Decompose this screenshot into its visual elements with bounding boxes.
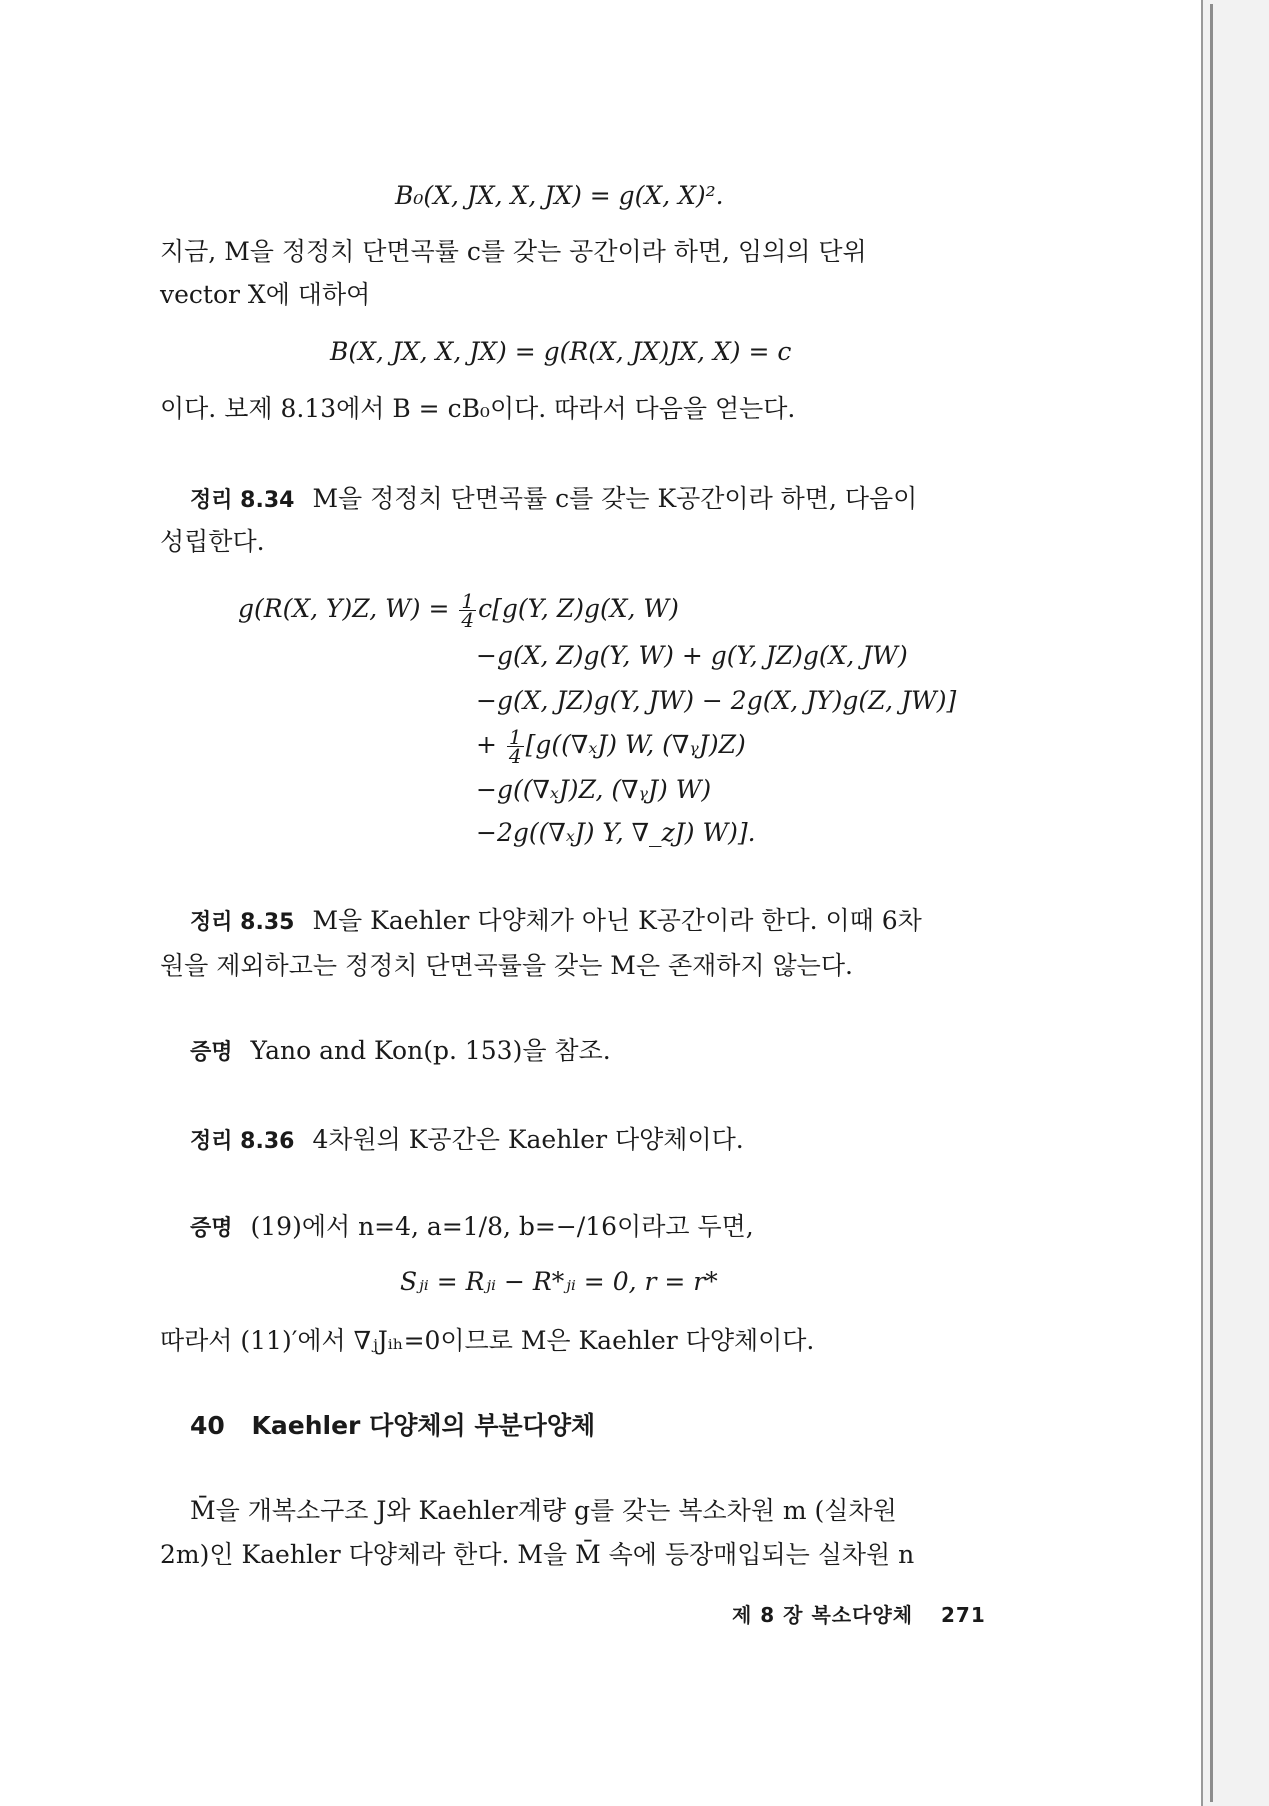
equation-curvature-line6: −2g((∇ₓJ) Y, ∇_zJ) W)]. [476,818,756,847]
fraction-denominator: 4 [461,608,475,632]
theorem-8-36 [190,1124,744,1158]
theorem-text: M을 정정치 단면곡률 c를 갖는 K공간이라 하면, 다음이 [312,484,918,513]
section-heading [190,1410,595,1442]
theorem-label: 정리 8.35 [190,910,295,935]
equation-s: Sⱼᵢ = Rⱼᵢ − R*ⱼᵢ = 0, r = r* [400,1267,718,1296]
theorem-8-34-line2: 성립한다. [160,527,265,556]
page-footer [732,1599,986,1631]
theorem-text: 4차원의 K공간은 Kaehler 다양체이다. [312,1125,744,1154]
page-number: 271 [941,1603,986,1627]
theorem-label: 정리 8.34 [190,488,295,513]
equation-curvature-line3: −g(X, JZ)g(Y, JW) − 2g(X, JY)g(Z, JW)] [476,686,957,715]
equation-b0: B₀(X, JX, X, JX) = g(X, X)². [395,181,724,210]
fraction-numerator: 1 [461,589,475,613]
paragraph-line: 따라서 (11)′에서 ∇ⱼJᵢₕ=0이므로 M은 Kaehler 다양체이다. [160,1326,815,1355]
paragraph-line: 지금, M을 정정치 단면곡률 c를 갖는 공간이라 하면, 임의의 단위 [160,237,867,266]
page-edge-shadow [1210,4,1213,1802]
fraction-one-quarter [507,725,524,768]
equation-lhs: g(R(X, Y)Z, W) = [238,594,450,623]
proof-text: Yano and Kon(p. 153)을 참조. [250,1036,611,1065]
equation-curvature-line1 [238,589,679,632]
proof-1 [190,1035,611,1069]
equation-curvature-line5: −g((∇ₓJ)Z, (∇ᵧJ) W) [476,775,712,804]
equation-b: B(X, JX, X, JX) = g(R(X, JX)JX, X) = c [330,337,792,366]
proof-label: 증명 [190,1216,233,1241]
equation-curvature-line4 [476,725,746,768]
fraction-one-quarter [459,589,476,632]
equation-plus: + [476,730,497,759]
theorem-text: M을 Kaehler 다양체가 아닌 K공간이라 한다. 이때 6차 [312,906,922,935]
chapter-title: 제 8 장 복소다양체 [732,1603,914,1627]
theorem-8-35-line1 [190,905,922,939]
section-number: 40 [190,1411,225,1440]
paragraph-line: 이다. 보제 8.13에서 B = cB₀이다. 따라서 다음을 얻는다. [160,394,796,423]
proof-label: 증명 [190,1040,233,1065]
paragraph-line: vector X에 대하여 [160,280,371,309]
paragraph-line: 2m)인 Kaehler 다양체라 한다. M을 M̄ 속에 등장매입되는 실차원 n [160,1540,915,1569]
theorem-label: 정리 8.36 [190,1129,295,1154]
fraction-numerator: 1 [508,725,522,749]
equation-term: c[g(Y, Z)g(X, W) [478,594,679,623]
equation-curvature-line2: −g(X, Z)g(Y, W) + g(Y, JZ)g(X, JW) [476,641,908,670]
proof-text: (19)에서 n=4, a=1/8, b=−/16이라고 두면, [250,1212,754,1241]
proof-2 [190,1211,754,1245]
fraction-denominator: 4 [508,744,522,768]
section-title: Kaehler 다양체의 부분다양체 [251,1411,596,1440]
equation-term: [g((∇ₓJ) W, (∇ᵧJ)Z) [525,730,746,759]
paragraph-line: M̄을 개복소구조 J와 Kaehler계량 g를 갖는 복소차원 m (실차원 [190,1496,897,1525]
theorem-8-34-line1 [190,483,917,517]
theorem-8-35-line2: 원을 제외하고는 정정치 단면곡률을 갖는 M은 존재하지 않는다. [160,951,853,980]
